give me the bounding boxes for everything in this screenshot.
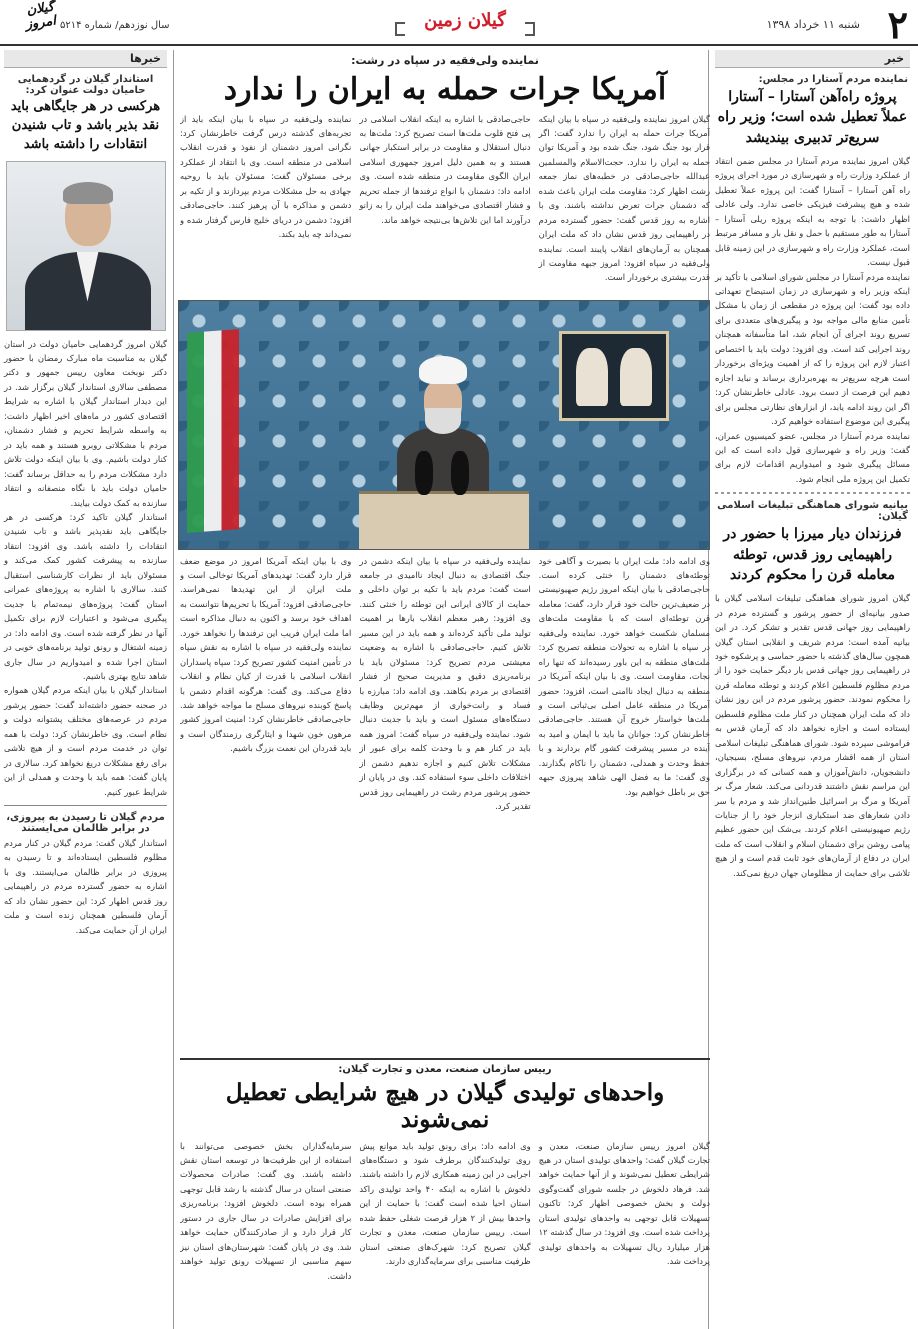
governor-body-4: استاندار گیلان گفت: مردم گیلان در کنار مردم مظلوم فلسطین ایستاده‌اند و تا رسیدن به پیروزی در برابر ظالمان می‌ایستند. وی با اشاره به حضور گسترده مردم در راهپیمایی روز قدس اظهار کرد: این حضور نشان داد که آرمان فلسطین همچنان زنده است و ملت ایران از آن حمایت می‌کند. (4, 838, 167, 935)
main-col-3: نماینده ولی‌فقیه در سپاه با بیان اینکه باید از تجربه‌های گذشته درس گرفت خاطرنشان کرد: نگرانی امروز دشمنان از نفوذ و قدرت انقلاب اسلامی در منطقه است. وی با انتقاد از عملکرد برخی مسئولان گفت: مسئولان باید با روحیه جهادی به حل مشکلات مردم بپردازند و از تکیه بر دشمن و مذاکره با آن پرهیز کنند. حاجی‌صادقی افزود: دشمن در دریای خلیج فارس گرفتار شده و نمی‌داند چه باید بکند. (180, 113, 352, 240)
right-column (708, 50, 910, 1329)
speaker-figure (397, 356, 487, 496)
main-below-col-3: وی با بیان اینکه آمریکا امروز در موضع ضعف قرار دارد گفت: تهدیدهای آمریکا توخالی است و ملت ایران از این تهدیدها نمی‌هراسد. حاجی‌صادقی افزود: آمریکا با تحریم‌ها نتوانست به اهداف خود برسد و اکنون به دنبال مذاکره است اما ملت ایران فریب این ترفندها را نخواهد خورد. نماینده ولی‌فقیه در سپاه با اشاره به نقش سپاه در تأمین امنیت کشور تصریح کرد: سپاه پاسداران انقلاب اسلامی با قدرت از کیان نظام و انقلاب دفاع می‌کند. وی گفت: هرگونه اقدام دشمن با پاسخ کوبنده نیروهای مسلح ما مواجه خواهد شد. حاجی‌صادقی خاطرنشان کرد: امنیت امروز کشور مرهون خون شهدا و ایثارگری رزمندگان است و باید قدردان این نعمت بزرگ باشیم. (180, 555, 352, 754)
main-below-col-2: نماینده ولی‌فقیه در سپاه با بیان اینکه دشمن در جنگ اقتصادی به دنبال ایجاد ناامیدی در جامعه است گفت: مردم باید با تکیه بر توان داخلی و حمایت از کالای ایرانی این توطئه را خنثی کنند. وی افزود: رهبر معظم انقلاب بارها بر اهمیت تولید ملی تأکید کرده‌اند و همه باید در این مسیر تلاش کنیم. حاجی‌صادقی با اشاره به وضعیت معیشتی مردم تصریح کرد: مسئولان باید با برنامه‌ریزی دقیق و مدیریت صحیح از فشار اقتصادی بر مردم بکاهند. وی ادامه داد: مبارزه با فساد و رانت‌خواری از مهم‌ترین وظایف دستگاه‌های مسئول است و باید با جدیت دنبال شود. نماینده ولی‌فقیه در سپاه گفت: امروز همه باید در کنار هم و با وحدت کلمه برای عبور از مشکلات تلاش کنیم و اجازه ندهیم دشمن از اختلافات داخلی سوء استفاده کند. وی در پایان از حضور پرشور مردم رشت در راهپیمایی روز قدس تقدیر کرد. (359, 555, 531, 812)
industry-headline: واحدهای تولیدی گیلان در هیچ شرایطی تعطیل نمی‌شوند (225, 1078, 665, 1133)
governor-portrait (6, 161, 166, 331)
article-separator (715, 492, 910, 494)
main-col-1: گیلان امروز نماینده ولی‌فقیه در سپاه با بیان اینکه آمریکا جرات حمله به ایران را ندارد گفت: اگر قرار بود جنگ شود، جنگ شده بود و آمریکا توان حمله به ایران را ندارد. حجت‌الاسلام والمسلمین عبدالله حاجی‌صادقی در خطبه‌های نماز جمعه رشت اظهار کرد: مقاومت ملت ایران باعث شده که دشمنان جرات تعرض نداشته باشند. وی با اشاره به روز قدس گفت: حضور گسترده مردم در راهپیمایی روز قدس نشان داد که ملت ایران همچنان به آرمان‌های انقلاب پایبند است. نماینده ولی‌فقیه در سپاه افزود: امروز جبهه مقاومت از قدرت بیشتری برخوردار است. (538, 113, 710, 283)
main-headline: آمریکا جرات حمله به ایران را ندارد (223, 72, 667, 107)
astara-body-3: نماینده مردم آستارا در مجلس، عضو کمیسیون عمران، گفت: وزیر راه و شهرسازی قول داده است که این مسائل پیگیری شود و امیدواریم اقدامات لازم برای تکمیل این پروژه ملی انجام شود. (715, 430, 910, 484)
center-column (180, 50, 710, 1329)
leaders-portraits (559, 331, 669, 421)
main-article-bottom (180, 554, 710, 1054)
industry-col-1: گیلان امروز رییس سازمان صنعت، معدن و تجارت گیلان گفت: واحدهای تولیدی استان در هیچ شرایطی تعطیل نمی‌شوند و از آنها حمایت خواهد شد. فرهاد دلخوش در جلسه شورای گفت‌وگوی دولت و بخش خصوصی اظهار کرد: تاکنون تسهیلات قابل توجهی به واحدهای تولیدی استان پرداخت شده است. وی افزود: در سال گذشته ۱۲ هزار میلیارد ریال تسهیلات به واحدهای تولیدی پرداخت شد. (538, 1140, 710, 1267)
industry-col-3: سرمایه‌گذاران بخش خصوصی می‌توانند با استفاده از این ظرفیت‌ها در توسعه استان نقش داشته باشند. وی گفت: صادرات محصولات صنعتی استان در سال گذشته با رشد قابل توجهی همراه بوده است. دلخوش افزود: برنامه‌ریزی برای افزایش صادرات در سال جاری در دستور کار قرار دارد و از صادرکنندگان حمایت خواهد شد. وی در پایان گفت: شهرستان‌های استان نیز سهم مناسبی از تسهیلات رونق تولید خواهند داشت. (180, 1140, 352, 1281)
industry-col-2: وی ادامه داد: برای رونق تولید باید موانع پیش روی تولیدکنندگان برطرف شود و دستگاه‌های اجرایی در این زمینه همکاری لازم را داشته باشند. دلخوش با اشاره به اینکه ۴۰ واحد تولیدی راکد استان احیا شده است گفت: با حمایت از این واحدها بیش از ۲ هزار فرصت شغلی حفظ شده است. رییس سازمان صنعت، معدن و تجارت گیلان تصریح کرد: شهرک‌های صنعتی استان ظرفیت مناسبی برای سرمایه‌گذاری دارند. (359, 1140, 531, 1267)
governor-body-3: استاندار گیلان با بیان اینکه مردم گیلان همواره در صحنه حضور داشته‌اند گفت: حضور پرشور مردم در عرصه‌های مختلف پشتوانه دولت و نظام است. وی خاطرنشان کرد: دولت با همه توان در خدمت مردم است و از هیچ تلاشی برای رفع مشکلات دریغ نخواهد کرد. سالاری در پایان گفت: همه باید با وحدت و همدلی از این شرایط عبور کنیم. (4, 685, 167, 797)
microphone-icon (415, 451, 433, 495)
podium (359, 491, 529, 550)
industry-kicker: رییس سازمان صنعت، معدن و تجارت گیلان: (338, 1063, 552, 1075)
main-kicker: نماینده ولی‌فقیه در سپاه در رشت: (351, 54, 539, 67)
section-title: گیلان زمین (405, 10, 525, 31)
main-col-2: حاجی‌صادقی با اشاره به اینکه انقلاب اسلامی در پی فتح قلوب ملت‌ها است تصریح کرد: ملت‌ها به دنبال استقلال و مقاومت در برابر استکبار جهانی هستند و به همین دلیل امروز جمهوری اسلامی ایران الگوی مقاومت در منطقه شده است. وی ادامه داد: دشمنان با انواع ترفندها از جمله تحریم و فشار اقتصادی می‌خواهند ملت ایران را به زانو درآورند اما این تلاش‌ها بی‌نتیجه خواهد ماند. (359, 113, 531, 225)
masthead (0, 0, 918, 46)
left-section-label: خبرها (4, 50, 167, 68)
governor-headline: هرکسی در هر جایگاهی باید نقد بذیر باشد و تاب شنیدن انتقادات را داشته باشد (10, 99, 161, 152)
issue-date: شنبه ۱۱ خرداد ۱۳۹۸ (766, 18, 860, 31)
article-divider (180, 1058, 710, 1060)
industry-article (180, 1139, 710, 1329)
astara-headline: پروژه راه‌آهن آستارا – آستارا عملاً تعطیل شده است؛ وزیر راه سریع‌تر تدبیری بیندیشد (717, 89, 908, 146)
microphone-icon (451, 451, 469, 495)
right-section-label: خبر (715, 50, 910, 68)
newspaper-logo: گیلان امروز (24, 0, 57, 33)
page-number: ۲ (887, 2, 908, 47)
quds-body: گیلان امروز شورای هماهنگی تبلیغات اسلامی گیلان با صدور بیانیه‌ای از حضور پرشور و گسترده مردم در راهپیمایی روز جهانی قدس تقدیر و تشکر کرد. در این بیانیه آمده است: مردم شریف و انقلابی استان گیلان همچون سال‌های گذشته با حضور حماسی و پرشکوه خود در راهپیمایی روز جهانی قدس بار دیگر حمایت خود را از مردم مظلوم فلسطین اعلام کردند و توطئه معامله قرن را محکوم نمودند. حضور پرشور مردم در این روز نشان داد که ملت ایران همچنان در کنار ملت مظلوم فلسطین ایستاده است و اجازه نخواهد داد که آرمان قدس به فراموشی سپرده شود. شورای هماهنگی تبلیغات اسلامی استان از همه اقشار مردم، نیروهای مسلح، بسیجیان، دانشجویان، دانش‌آموزان و همه کسانی که در برگزاری این مراسم نقش داشتند قدردانی می‌کند. شعار مرگ بر آمریکا و مرگ بر اسرائیل طنین‌انداز شد و مردم با سر دادن شعارهای ضد استکباری انزجار خود را از جنایات رژیم صهیونیستی اعلام کردند. بی‌شک این حضور عظیم پیامی روشن برای دشمنان اسلام و انقلاب است که ملت ایران در دفاع از آرمان‌های خود ثابت قدم است و از هیچ تلاشی برای حمایت از مظلومان جهان دریغ نمی‌کند. (715, 593, 910, 878)
main-below-col-1: وی ادامه داد: ملت ایران با بصیرت و آگاهی خود توطئه‌های دشمنان را خنثی کرده است. حاجی‌صادقی با بیان اینکه امروز رژیم صهیونیستی در ضعیف‌ترین حالت خود قرار دارد، گفت: معامله قرن توطئه‌ای است که با مقاومت ملت‌های مسلمان شکست خواهد خورد. نماینده ولی‌فقیه در سپاه با اشاره به تحولات منطقه تصریح کرد: ملت‌های منطقه به این باور رسیده‌اند که تنها راه نجات، مقاومت است. وی با بیان اینکه آمریکا در منطقه به دنبال ایجاد ناامنی است، افزود: حضور آمریکا در منطقه عامل اصلی بی‌ثباتی است و ملت‌ها خواستار خروج آن هستند. حاجی‌صادقی خاطرنشان کرد: جوانان ما باید با ایمان و امید به آینده در مسیر پیشرفت کشور گام بردارند و با حفظ وحدت و همدلی، دشمنان را ناکام بگذارند. وی گفت: ما به فضل الهی شاهد پیروزی جبهه حق بر باطل خواهیم بود. (538, 555, 710, 797)
astara-body-2: نماینده مردم آستارا در مجلس شورای اسلامی با تأکید بر اینکه وزیر راه و شهرسازی در زمان استیضاح تعهداتی داده بود گفت: این پروژه در مقطعی از زمان با مشکل تأمین منابع مالی مواجه بود و پیگیری‌های متعددی برای تسریع روند اجرای آن انجام شد، اما متأسفانه همچنان روند اجرایی کند است. وی افزود: دولت باید با اختصاص اعتبار لازم این پروژه را که از اهمیت ویژه‌ای برخوردار است هرچه سریع‌تر به بهره‌برداری برساند و نباید اجازه دهیم این فرصت از دست برود. عادلی خاطرنشان کرد: اگر این روند ادامه یابد، از ابزارهای نظارتی مجلس برای پیگیری این موضوع استفاده خواهیم کرد. (715, 271, 910, 427)
astara-body-1: گیلان امروز نماینده مردم آستارا در مجلس ضمن انتقاد از عملکرد وزارت راه و شهرسازی در مورد اجرای پروژه راه آهن آستارا – آستارا گفت: این پروژه عملاً تعطیل شده و هیچ پیشرفت فیزیکی خاصی ندارد. ولی عادلی اظهار داشت: با توجه به اینکه پروژه ریلی آستارا – آستارا به طور مستقیم با حمل و نقل بار و مسافر مرتبط است، عملکرد وزارت راه و شهرسازی در این زمینه قابل قبول نیست. (715, 155, 910, 268)
issue-number: سال نوزدهم/ شماره ۵۲۱۴ (60, 20, 170, 31)
governor-kicker: استاندار گیلان در گردهمایی حامیان دولت عنوان کرد: (17, 74, 154, 96)
governor-kicker-2: مردم گیلان تا رسیدن به پیروزی، در برابر ظالمان می‌ایستند (6, 812, 165, 835)
iran-flag (187, 329, 239, 533)
governor-body-1: گیلان امروز گردهمایی حامیان دولت در استان گیلان به مناسبت ماه مبارک رمضان با حضور دکتر نوبخت معاون رییس جمهور و دکتر مصطفی سالاری استاندار گیلان برگزار شد. در این دیدار استاندار گیلان با اشاره به شرایط اقتصادی کشور در ماه‌های اخیر اظهار داشت: به واسطه شرایط تحریم و فشار دشمنان، مردم با مشکلاتی روبرو هستند و همه باید در کنار دولت باشیم. وی با بیان اینکه دولت تلاش دارد مشکلات مردم را به حداقل برساند گفت: حامیان دولت باید با نگاه منصفانه و انتقاد سازنده به کمک دولت بیایند. (4, 338, 167, 508)
quds-kicker: بیانیه شورای هماهنگی تبلیغات اسلامی گیلان: (717, 500, 908, 523)
column-divider (4, 805, 167, 806)
governor-body-2: استاندار گیلان تاکید کرد: هرکسی در هر جایگاهی باید نقدپذیر باشد و تاب شنیدن انتقادات را داشته باشد. وی افزود: انتقاد سازنده به پیشرفت کشور کمک می‌کند و مسئولان باید از نظرات کارشناسی استقبال کنند. سالاری با اشاره به پروژه‌های عمرانی استان گفت: پروژه‌های نیمه‌تمام با جدیت پیگیری می‌شود و اعتبارات لازم برای تکمیل آنها در نظر گرفته شده است. وی ادامه داد: در زمینه اشتغال و رونق تولید برنامه‌های خوبی در استان اجرا شده و امیدواریم در سال جاری شاهد نتایج بهتری باشیم. (4, 511, 167, 681)
speaker-photo (178, 300, 710, 550)
astara-kicker: نماینده مردم آستارا در مجلس: (758, 74, 908, 85)
quds-headline: فرزندان دیار میرزا با حضور در راهپیمایی روز قدس، توطئه معامله قرن را محکوم کردند (723, 526, 902, 583)
main-article-top (180, 112, 710, 296)
left-column (4, 50, 174, 1329)
